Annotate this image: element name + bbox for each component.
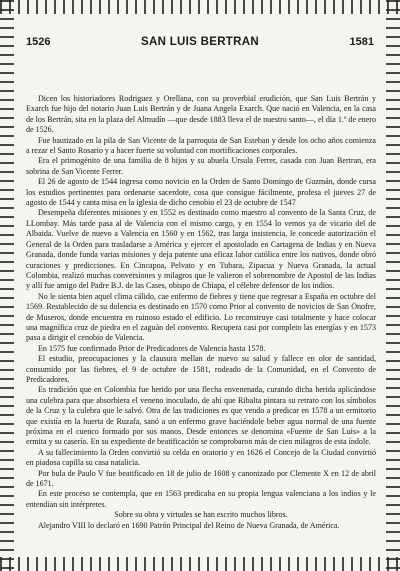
paragraph: Por bula de Paulo V fue beatificado en 18 de julio de 1608 y canonizado por Clemente X en 12 de abril de 1671. xyxy=(26,468,376,489)
decorative-border-left xyxy=(0,0,14,571)
paragraph: Fue bautizado en la pila de San Vicente de la parroquia de San Esteban y desde los ocho años comienza a rezar el Santo Rosario y a hacer fuerte su voluntad con mortificaciones corporales. xyxy=(26,135,376,156)
paragraph: Alejandro VIII lo declaró en 1690 Patrón Principal del Reino de Nueva Granada, de América. xyxy=(38,520,340,530)
decorative-border-right xyxy=(386,0,400,571)
paragraph: El 26 de agosto de 1544 ingresa como novicio en la Orden de Santo Domingo de Guzmán, donde cursa los estudios pertinentes para ordenarse sacerdote, cosa que consigue fácilmente, profesa el jueves 27 de agosto de 1544 y canta misa en la iglesia de dicho cenobio el 23 de octubre de 1547 xyxy=(26,177,376,208)
biography-text xyxy=(26,94,376,531)
paragraph: En este proceso se contempla, que en 1563 predicaba en su propia lengua valenciana a los indios y le entendían sin intérpretes. xyxy=(26,489,376,509)
paragraph: Dicen los historiadores Rodriguez y Orellana, con su proverbial erudición, que San Luis Bertrán y Exarch fue hijo del notario Juan Luis Bertrán y de Juana Angela Exarch. Que nació en Valencia, en la casa de los Bertrán, sita en la plaza del Almudín —que desde 1883 lleva el de nuestro santo—, el día 1.º de enero de 1526. xyxy=(26,94,376,135)
paragraph: Era el primogénito de una familia de 8 hijos y su abuela Ursula Ferrer, casada con Juan Bertran, era sobrina de San Vicente Ferrer. xyxy=(26,156,376,176)
birth-year: 1526 xyxy=(26,36,51,48)
paragraph: A su fallecimiento la Orden convirtió su celda en oratorio y en 1626 el Concejo de la Ciudad convirtió en piadosa capilla su casa natalicia. xyxy=(26,447,376,468)
page-header xyxy=(26,36,374,48)
paragraph: Es tradición que en Colombia fue herido por una flecha envenenada, curando dicha herida aplicándose una culebra para que absorbiera el veneno inoculado, de ahí que Ribalta pintara su retrato con los símbolos de la Cruz y la culebra que le salvó. Otra de las tradiciones es que vendo a predicar en 1578 a un ermitorio que existía en la huerta de Ruzafa, sanó a un enfermo grave haciéndole beber agua normal de una fuente próxima en el cuenco formado por sus manos. Desde entonces se denomina «Fuente de San Luis» a la ermita y su caserío. En su expediente de beatificación se comprobaron más de cien milagros de esta índole. xyxy=(26,385,376,447)
death-year: 1581 xyxy=(349,36,374,48)
paragraph: Desempeña diferentes misiones y en 1552 es destinado como maestro al convento de la Santa Cruz, de LLombay. Más tarde pasa al de Valencia con el mismo cargo, y en 1554 lo vemos ya de vicario del de Albaida. Vuelve de nuevo a Valencia en 1560 y en 1562, tras larga insistencia, le concede autorización el General de la Orden para trasladarse a América y ejercer el apostolado en Cartagena de Indias y en Nueva Granada, donde funda varias misiones y deja patente una eficaz labor católica entre los nativos, donde obró curaciones y predicciones. En Cincapoa, Pelvato y en Tubara, Zipacua y Nueva Granada, la actual Colombia, realizó muchas conversiones y milagros que le valieron el sobrenombre de Apostol de las Indias y allí fue amigo del Padre B.J. de las Cases, obispo de Chiapa, el célebre defensor de los indios. xyxy=(26,208,376,291)
decorative-border-top xyxy=(0,0,400,14)
decorative-border-bottom xyxy=(0,557,400,571)
paragraph: En 1575 fue confirmado Prior de Predicadores de Valencia hasta 1578. xyxy=(38,343,266,353)
paragraph: No le sienta bien aquel clima cálido, cae enfermo de fiebres y tiene que regresar a España en octubre del 1569. Restablecido de su dolencia es destinado en 1570 como Prior al convento de novicios de San Onofre, de Museros, donde encuentra en ruinoso estado el edificio. Lo reconstruye casi totalmente y hace colocar una magnífica cruz de piedra en el zaguán del convento. Recupera casi por completo las energías y en 1573 pasa a dirigir el cenobio de Valencia. xyxy=(26,291,376,343)
page-title: SAN LUIS BERTRAN xyxy=(141,36,259,48)
paragraph: El estudio, preocupaciones y la clausura mellan de nuevo su salud y fallece en olor de santidad, consumido por las fiebres, el 9 de octubre de 1581, rodeado de la Comunidad, en el Convento de Predicadores. xyxy=(26,354,376,384)
paragraph: Sobre su obra y virtudes se han escrito muchos libros. xyxy=(114,510,288,520)
